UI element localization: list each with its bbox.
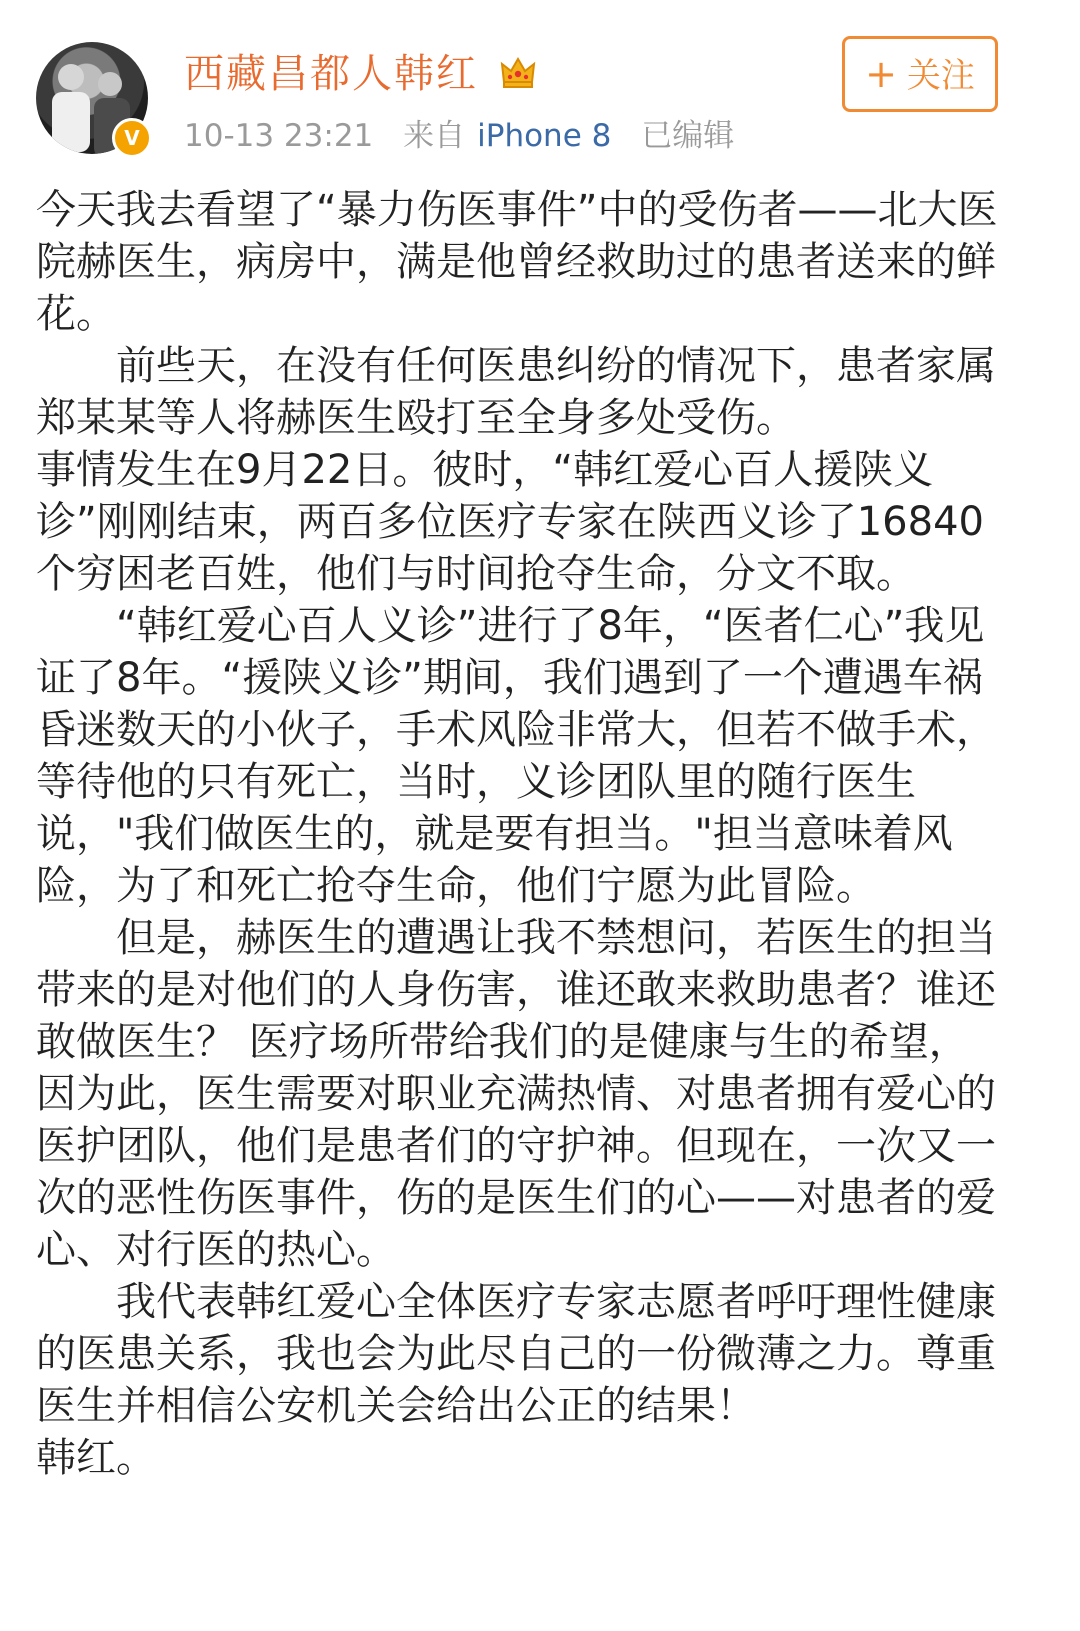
post-paragraph: 前些天，在没有任何医患纠纷的情况下，患者家属郑某某等人将赫医生殴打至全身多处受伤。 xyxy=(36,343,996,441)
device-link[interactable]: iPhone 8 xyxy=(477,118,612,154)
post-header xyxy=(0,0,1080,170)
crown-icon xyxy=(498,52,538,92)
avatar-figure xyxy=(98,72,122,96)
follow-label: 关注 xyxy=(906,56,975,96)
avatar-figure xyxy=(58,64,84,90)
post-meta xyxy=(184,114,734,158)
user-name[interactable]: 西藏昌都人韩红 xyxy=(184,51,478,97)
follow-button[interactable] xyxy=(842,36,998,112)
post-paragraph: “韩红爱心百人义诊”进行了8年，“医者仁心”我见证了8年。“援陕义诊”期间，我们遇到了一个遭遇车祸昏迷数天的小伙子，手术风险非常大，但若不做手术，等待他的只有死亡，当时，义诊团队里的随行医生说，"我们做医生的，就是要有担当。"担当意味着风险，为了和死亡抢夺生命，他们宁愿为此冒险。 xyxy=(36,603,996,909)
source-prefix: 来自 xyxy=(403,118,466,154)
post-time: 10-13 23:21 xyxy=(184,118,374,154)
post-paragraph: 我代表韩红爱心全体医疗专家志愿者呼吁理性健康的医患关系，我也会为此尽自己的一份微薄之力。尊重医生并相信公安机关会给出公正的结果！ xyxy=(36,1279,996,1429)
plus-icon: + xyxy=(865,52,897,96)
post-body xyxy=(36,184,1008,1484)
post-paragraph: 但是，赫医生的遭遇让我不禁想问，若医生的担当带来的是对他们的人身伤害，谁还敢来救助患者？谁还敢做医生？ 医疗场所带给我们的是健康与生的希望，因为此，医生需要对职业充满热情、对患者拥有爱心的医护团队，他们是患者们的守护神。但现在，一次又一次的恶性伤医事件，伤的是医生们的心——对患者的爱心、对行医的热心。 xyxy=(36,915,996,1273)
post-paragraph: 事情发生在9月22日。彼时，“韩红爱心百人援陕义诊”刚刚结束，两百多位医疗专家在陕西义诊了16840个穷困老百姓，他们与时间抢夺生命，分文不取。 xyxy=(36,447,984,597)
edited-label[interactable]: 已编辑 xyxy=(641,118,735,154)
post-signature: 韩红。 xyxy=(36,1435,156,1481)
post-paragraph: 今天我去看望了“暴力伤医事件”中的受伤者——北大医院赫医生，病房中，满是他曾经救助过的患者送来的鲜花。 xyxy=(36,187,998,337)
avatar-figure xyxy=(52,92,90,152)
verified-icon: V xyxy=(112,118,152,158)
